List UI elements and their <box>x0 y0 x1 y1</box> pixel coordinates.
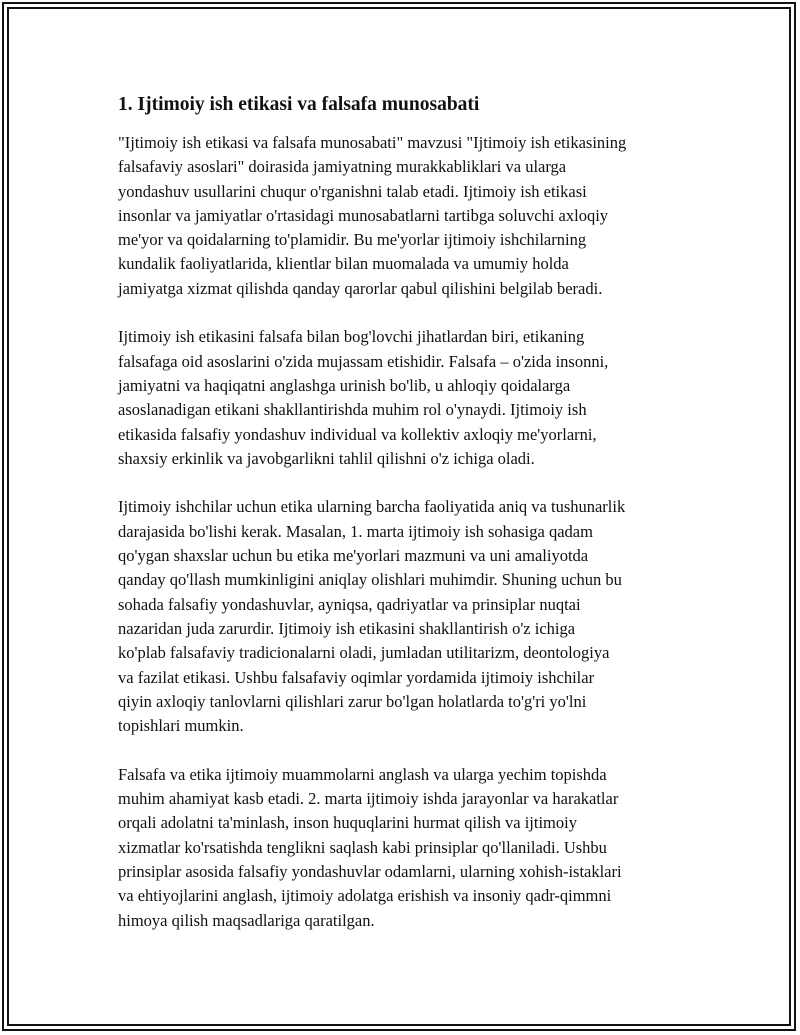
paragraph-line: himoya qilish maqsadlariga qaratilgan. <box>118 910 375 930</box>
paragraph-line: insonlar va jamiyatlar o'rtasidagi munosabatlarni tartibga soluvchi axloqiy <box>118 205 609 225</box>
paragraph-line: qanday qo'llash mumkinligini aniqlay olishlari muhimdir. Shuning uchun bu <box>118 570 622 590</box>
paragraph-line: orqali adolatni ta'minlash, inson huquqlarini hurmat qilish va ijtimoiy <box>118 813 577 833</box>
paragraph-line: me'yor va qoidalarning to'plamidir. Bu me'yorlar ijtimoiy ishchilarning <box>118 230 587 250</box>
paragraph-1 <box>118 131 690 301</box>
paragraph-line: qiyin axloqiy tanlovlarni qilishlari zarur bo'lgan holatlarda to'g'ri yo'lni <box>118 691 587 711</box>
paragraph-line: va ehtiyojlarini anglash, ijtimoiy adolatga erishish va insoniy qadr-qimmni <box>118 886 612 906</box>
document-body <box>118 92 690 957</box>
paragraph-line: xizmatlar ko'rsatishda tenglikni saqlash kabi prinsiplar qo'llaniladi. Ushbu <box>118 837 607 857</box>
paragraph-line: qo'ygan shaxslar uchun bu etika me'yorlari mazmuni va uni amaliyotda <box>118 546 589 566</box>
paragraph-line: kundalik faoliyatlarida, klientlar bilan muomalada va umumiy holda <box>118 254 569 274</box>
paragraph-line: ko'plab falsafaviy tradicionalarni oladi, jumladan utilitarizm, deontologiya <box>118 643 610 663</box>
paragraph-3 <box>118 495 690 738</box>
paragraph-line: sohada falsafiy yondashuvlar, ayniqsa, qadriyatlar va prinsiplar nuqtai <box>118 594 581 614</box>
paragraph-line: va fazilat etikasi. Ushbu falsafaviy oqimlar yordamida ijtimoiy ishchilar <box>118 667 595 687</box>
paragraph-line: falsafaviy asoslari" doirasida jamiyatning murakkabliklari va ularga <box>118 157 567 177</box>
paragraph-line: etikasida falsafiy yondashuv individual va kollektiv axloqiy me'yorlarni, <box>118 424 597 444</box>
paragraph-line: nazaridan juda zarurdir. Ijtimoiy ish etikasini shakllantirish o'z ichiga <box>118 618 576 638</box>
paragraph-line: falsafaga oid asoslarini o'zida mujassam etishidir. Falsafa – o'zida insonni, <box>118 351 609 371</box>
paragraph-line: prinsiplar asosida falsafiy yondashuvlar odamlarni, ularning xohish-istaklari <box>118 861 622 881</box>
paragraph-line: topishlari mumkin. <box>118 716 244 736</box>
paragraph-line: Ijtimoiy ishchilar uchun etika ularning barcha faoliyatida aniq va tushunarlik <box>118 497 626 517</box>
paragraph-line: Ijtimoiy ish etikasini falsafa bilan bog'lovchi jihatlardan biri, etikaning <box>118 327 585 347</box>
paragraph-line: yondashuv usullarini chuqur o'rganishni talab etadi. Ijtimoiy ish etikasi <box>118 181 587 201</box>
paragraph-line: asoslanadigan etikani shakllantirishda muhim rol o'ynaydi. Ijtimoiy ish <box>118 400 587 420</box>
paragraph-line: jamiyatga xizmat qilishda qanday qarorlar qabul qilishini belgilab beradi. <box>118 278 603 298</box>
paragraph-line: shaxsiy erkinlik va javobgarlikni tahlil qilishni o'z ichiga oladi. <box>118 448 535 468</box>
paragraph-4 <box>118 763 690 933</box>
paragraph-line: darajasida bo'lishi kerak. Masalan, 1. marta ijtimoiy ish sohasiga qadam <box>118 521 593 541</box>
paragraph-line: Falsafa va etika ijtimoiy muammolarni anglash va ularga yechim topishda <box>118 764 607 784</box>
paragraph-line: jamiyatni va haqiqatni anglashga urinish bo'lib, u ahloqiy qoidalarga <box>118 375 571 395</box>
paragraph-2 <box>118 325 690 471</box>
paragraph-line: "Ijtimoiy ish etikasi va falsafa munosabati" mavzusi "Ijtimoiy ish etikasining <box>118 133 627 152</box>
section-title: 1. Ijtimoiy ish etikasi va falsafa munosabati <box>118 94 480 115</box>
paragraph-line: muhim ahamiyat kasb etadi. 2. marta ijtimoiy ishda jarayonlar va harakatlar <box>118 789 619 809</box>
